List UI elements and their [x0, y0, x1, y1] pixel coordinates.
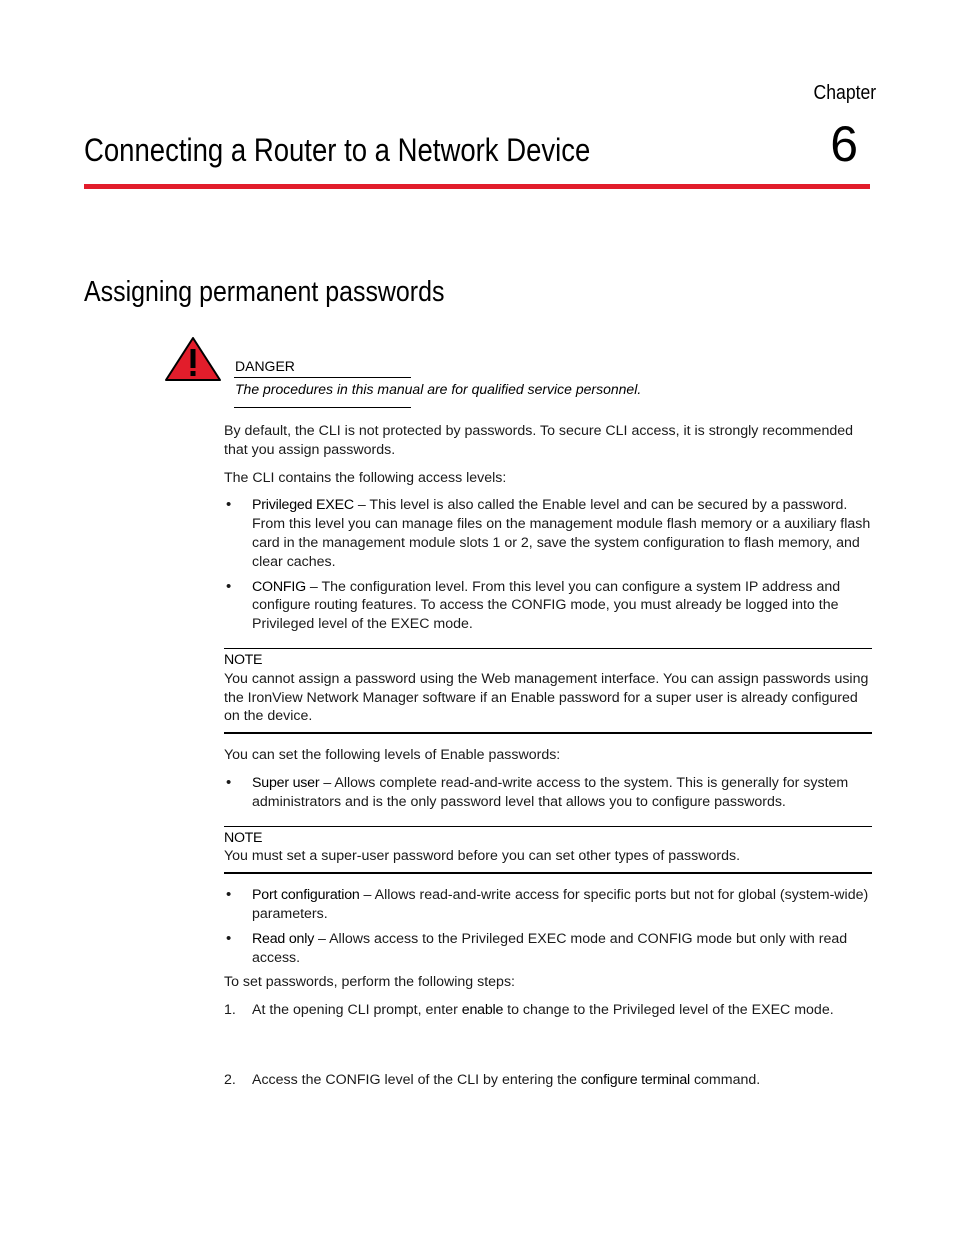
list-item-text: – Allows access to the Privileged EXEC mode and CONFIG mode but only with read access.: [252, 930, 848, 966]
list-item-term: Port configuration: [252, 887, 360, 904]
step-number: 1.: [224, 1002, 236, 1019]
list-item: [224, 578, 872, 634]
note-box: [224, 826, 872, 875]
list-item-term: CONFIG: [252, 578, 306, 595]
danger-top-rule: [234, 377, 411, 378]
list-item-text: – This level is also called the Enable level and can be secured by a password. From this level you can manage files on the management module flash memory or a auxiliary flash card in the management module slots 1 or 2, save the system configuration to flash memory, and clear caches.: [252, 497, 871, 570]
danger-text: The procedures in this manual are for qualified service personnel.: [235, 381, 642, 397]
note-label: NOTE: [224, 829, 263, 846]
list-item-term: Super user: [252, 774, 320, 791]
step-text: command.: [690, 1071, 761, 1088]
body-content: [224, 422, 872, 1090]
step-command: configure terminal: [580, 1071, 690, 1088]
note-text: You must set a super-user password before you can set other types of passwords.: [224, 848, 741, 865]
chapter-label: Chapter: [813, 82, 876, 104]
steps-intro: To set passwords, perform the following steps:: [224, 974, 515, 991]
list-item-term: Read only: [252, 930, 315, 947]
chapter-title-rule: [84, 184, 870, 189]
bullet-icon: •: [226, 773, 232, 791]
bullet-icon: •: [226, 886, 232, 904]
intro-paragraph: By default, the CLI is not protected by passwords. To secure CLI access, it is strongly recommended that you assign passwords.: [224, 423, 854, 458]
step-text: At the opening CLI prompt, enter: [252, 1002, 462, 1019]
list-item-text: – The configuration level. From this level you can configure a system IP address and configure routing features. To access the CONFIG mode, you must already be logged into the Privileged level of the EXEC mode.: [252, 578, 841, 633]
list-item-text: – Allows read-and-write access for specific ports but not for global (system-wide) parameters.: [252, 887, 869, 922]
danger-bottom-rule: [234, 407, 411, 408]
danger-warning-icon: [164, 336, 222, 382]
note-label: NOTE: [224, 651, 263, 668]
note-box: [224, 648, 872, 734]
list-item: [224, 496, 872, 571]
section-title: Assigning permanent passwords: [84, 276, 445, 308]
step-text: to change to the Privileged level of the EXEC mode.: [503, 1002, 834, 1019]
bullet-icon: •: [226, 577, 232, 595]
step-number: 2.: [224, 1071, 236, 1088]
list-item: [224, 886, 872, 924]
bullet-icon: •: [226, 496, 232, 514]
step-item: [224, 1001, 872, 1020]
list-item-term: Privileged EXEC: [252, 497, 354, 514]
danger-heading: DANGER: [235, 358, 295, 374]
chapter-title: Connecting a Router to a Network Device: [84, 132, 591, 168]
step-item: [224, 1071, 872, 1090]
list-item: [224, 930, 872, 968]
step-command: enable: [461, 1002, 504, 1019]
levels-intro: The CLI contains the following access levels:: [224, 469, 507, 486]
list-item-text: – Allows complete read-and-write access to the system. This is generally for system administrators and is the only password level that allows you to configure passwords.: [252, 774, 849, 810]
note-text: You cannot assign a password using the Web management interface. You can assign passwords using the IronView Network Manager software if an Enable password for a super user is already configured on the device.: [224, 670, 869, 725]
list-item: [224, 774, 872, 812]
enable-intro: You can set the following levels of Enable passwords:: [224, 747, 561, 764]
chapter-number: 6: [830, 116, 858, 172]
step-text: Access the CONFIG level of the CLI by entering the: [252, 1071, 581, 1088]
bullet-icon: •: [226, 929, 232, 947]
